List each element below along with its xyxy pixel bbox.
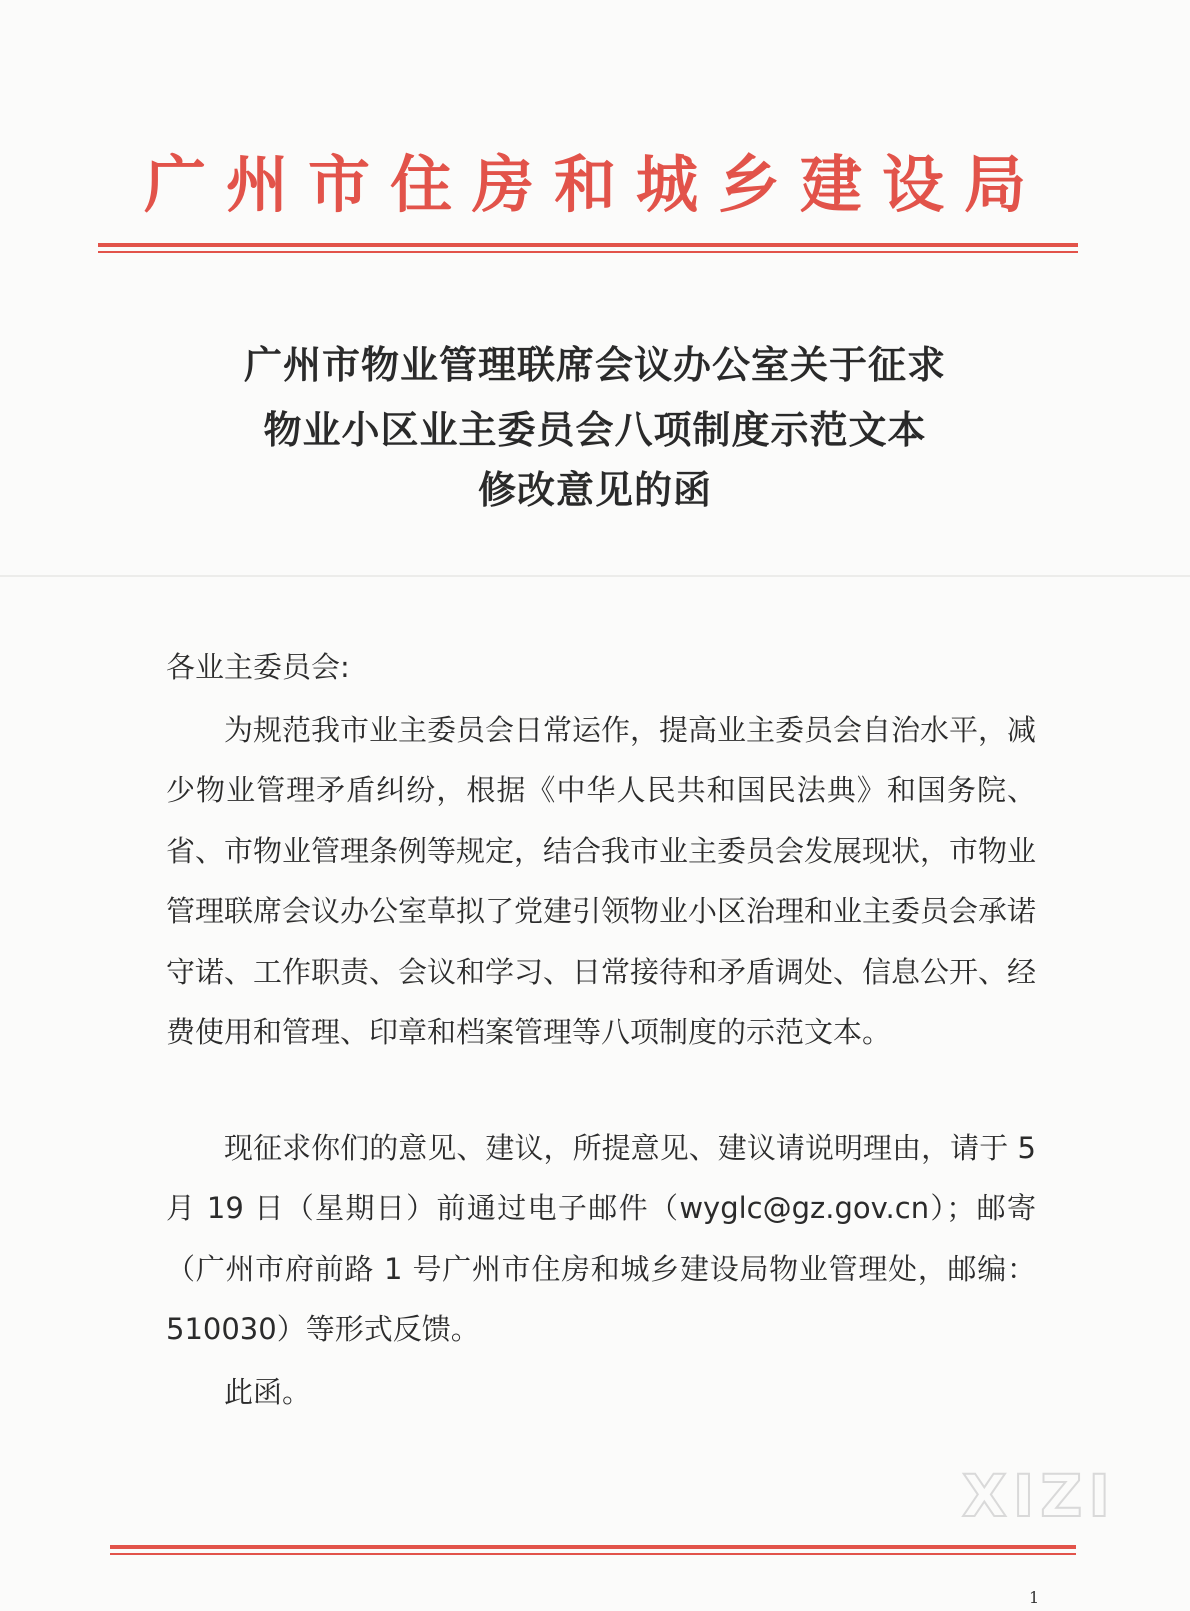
body-paragraph-1: 为规范我市业主委员会日常运作，提高业主委员会自治水平，减少物业管理矛盾纠纷，根据《中华人民共和国民法典》和国务院、省、市物业管理条例等规定，结合我市业主委员会发展现状，市物业管理联席会议办公室草拟了党建引领物业小区治理和业主委员会承诺守诺、工作职责、会议和学习、日常接待和矛盾调处、信息公开、经费使用和管理、印章和档案管理等八项制度的示范文本。	[166, 713, 1037, 1050]
page-number: 1	[1029, 1588, 1040, 1607]
body-paragraph-2: 现征求你们的意见、建议，所提意见、建议请说明理由，请于 5 月 19 日（星期日）前通过电子邮件（wyglc@gz.gov.cn）；邮寄（广州市府前路 1 号广州市住房和城乡建设局物业管理处，邮编：510030）等形式反馈。	[166, 1131, 1036, 1347]
issuing-organization: 广州市住房和城乡建设局	[143, 148, 1046, 221]
document-title-line-2: 物业小区业主委员会八项制度示范文本	[263, 407, 927, 452]
paper-fold-line	[0, 575, 1190, 577]
document-title-line-3: 修改意见的函	[477, 467, 712, 512]
salutation: 各业主委员会:	[166, 650, 350, 684]
footer-rule-thick	[110, 1545, 1076, 1549]
header-rule-thick	[98, 243, 1078, 247]
body-paragraph-3: 此函。	[224, 1375, 312, 1409]
watermark-logo: XIZI	[962, 1462, 1116, 1530]
footer-rule-thin	[110, 1553, 1076, 1555]
document-title-line-1: 广州市物业管理联席会议办公室关于征求	[243, 342, 946, 387]
header-rule-thin	[98, 251, 1078, 253]
